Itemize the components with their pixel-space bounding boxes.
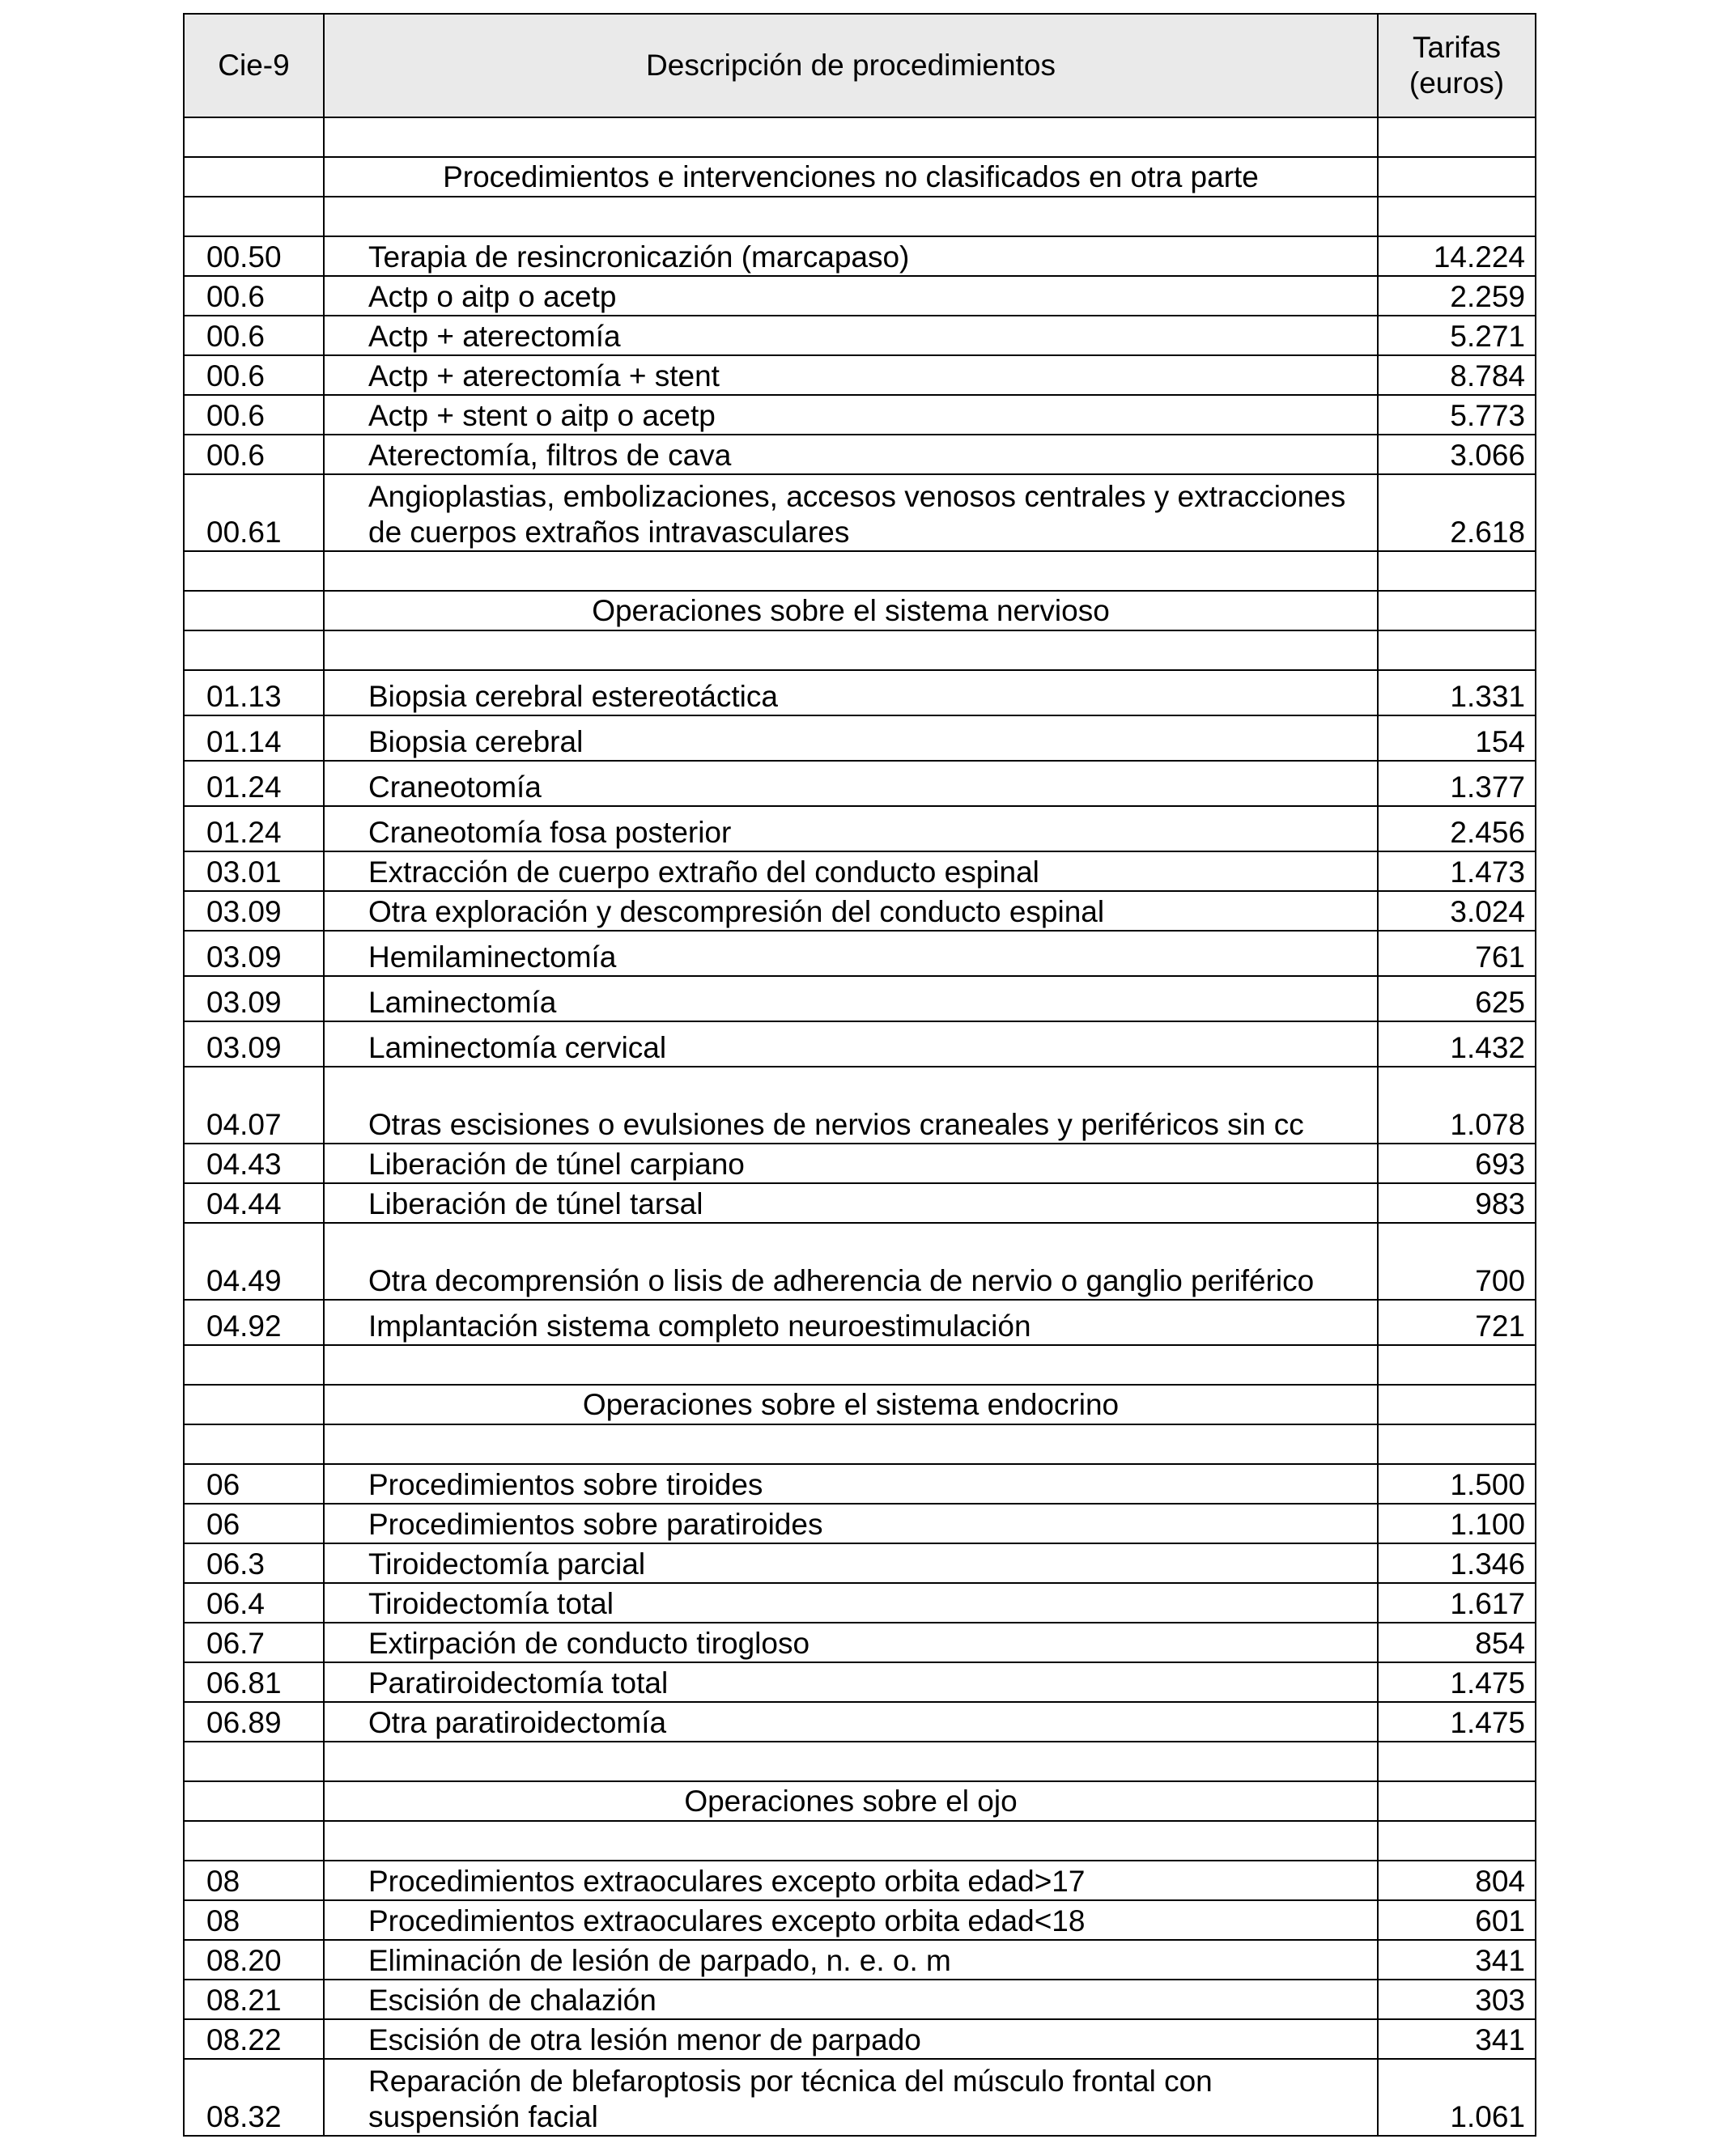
code-cell: 01.13 (184, 670, 324, 715)
empty-cell (1378, 157, 1536, 197)
table-row (184, 1861, 1536, 1900)
empty-cell (184, 1742, 324, 1781)
table-row (184, 1980, 1536, 2019)
spacer-row (184, 1742, 1536, 1781)
header-tariff-line2: (euros) (1409, 66, 1505, 100)
empty-cell (324, 1345, 1378, 1385)
table-row (184, 1702, 1536, 1742)
tariff-cell: 693 (1378, 1144, 1536, 1183)
table-row (184, 1183, 1536, 1223)
description-cell: Procedimientos extraoculares excepto orbita edad>17 (324, 1861, 1378, 1900)
description-cell: Terapia de resincronicazión (marcapaso) (324, 236, 1378, 276)
table-row (184, 806, 1536, 851)
section-title-row (184, 1385, 1536, 1424)
table-header-row (184, 14, 1536, 117)
description-cell: Actp o aitp o acetp (324, 276, 1378, 316)
code-cell: 06 (184, 1504, 324, 1543)
empty-cell (1378, 1385, 1536, 1424)
table-row (184, 1662, 1536, 1702)
empty-cell (1378, 630, 1536, 670)
empty-cell (1378, 1424, 1536, 1464)
tariff-cell: 804 (1378, 1861, 1536, 1900)
tariff-cell: 14.224 (1378, 236, 1536, 276)
code-cell: 03.01 (184, 851, 324, 891)
description-cell: Implantación sistema completo neuroestimulación (324, 1300, 1378, 1345)
description-cell: Angioplastias, embolizaciones, accesos venosos centrales y extracciones de cuerpos extraños intravasculares (324, 474, 1378, 551)
tariff-cell: 1.500 (1378, 1464, 1536, 1504)
table-row (184, 236, 1536, 276)
tariff-cell: 3.024 (1378, 891, 1536, 931)
table-row (184, 276, 1536, 316)
code-cell: 06.7 (184, 1623, 324, 1662)
table-row (184, 1623, 1536, 1662)
table-row (184, 1144, 1536, 1183)
table-row (184, 715, 1536, 761)
code-cell: 01.14 (184, 715, 324, 761)
description-cell: Craneotomía (324, 761, 1378, 806)
description-cell: Craneotomía fosa posterior (324, 806, 1378, 851)
code-cell: 04.07 (184, 1067, 324, 1144)
table-row (184, 1504, 1536, 1543)
spacer-row (184, 197, 1536, 236)
empty-cell (184, 117, 324, 157)
table-row (184, 761, 1536, 806)
tariff-cell: 2.618 (1378, 474, 1536, 551)
empty-cell (1378, 591, 1536, 630)
code-cell: 06 (184, 1464, 324, 1504)
code-cell: 01.24 (184, 761, 324, 806)
empty-cell (184, 157, 324, 197)
section-title: Operaciones sobre el sistema endocrino (324, 1385, 1378, 1424)
table-row (184, 1583, 1536, 1623)
tariff-cell: 341 (1378, 1940, 1536, 1980)
tariff-cell: 5.271 (1378, 316, 1536, 355)
code-cell: 03.09 (184, 976, 324, 1021)
table-row (184, 931, 1536, 976)
description-cell: Otra decomprensión o lisis de adherencia de nervio o ganglio periférico (324, 1223, 1378, 1300)
tariff-cell: 1.475 (1378, 1662, 1536, 1702)
description-cell: Paratiroidectomía total (324, 1662, 1378, 1702)
code-cell: 08 (184, 1900, 324, 1940)
code-cell: 04.44 (184, 1183, 324, 1223)
tariff-cell: 983 (1378, 1183, 1536, 1223)
table-row (184, 891, 1536, 931)
tariff-cell: 721 (1378, 1300, 1536, 1345)
table-row (184, 670, 1536, 715)
code-cell: 06.81 (184, 1662, 324, 1702)
tariff-cell: 1.078 (1378, 1067, 1536, 1144)
code-cell: 03.09 (184, 891, 324, 931)
description-cell: Otra exploración y descompresión del conducto espinal (324, 891, 1378, 931)
table-row (184, 316, 1536, 355)
empty-cell (184, 197, 324, 236)
empty-cell (184, 551, 324, 591)
tariff-cell: 3.066 (1378, 435, 1536, 474)
code-cell: 08 (184, 1861, 324, 1900)
spacer-row (184, 1821, 1536, 1861)
empty-cell (1378, 551, 1536, 591)
description-cell: Actp + stent o aitp o acetp (324, 395, 1378, 435)
code-cell: 04.43 (184, 1144, 324, 1183)
description-cell: Biopsia cerebral estereotáctica (324, 670, 1378, 715)
tariff-cell: 1.432 (1378, 1021, 1536, 1067)
code-cell: 04.49 (184, 1223, 324, 1300)
tariff-cell: 1.100 (1378, 1504, 1536, 1543)
table-row (184, 1464, 1536, 1504)
code-cell: 08.32 (184, 2059, 324, 2136)
tariff-cell: 625 (1378, 976, 1536, 1021)
tariff-table (183, 13, 1536, 2137)
empty-cell (184, 1385, 324, 1424)
description-cell: Actp + aterectomía + stent (324, 355, 1378, 395)
spacer-row (184, 117, 1536, 157)
table-row (184, 1223, 1536, 1300)
description-cell: Reparación de blefaroptosis por técnica del músculo frontal con suspensión facial (324, 2059, 1378, 2136)
table-row (184, 851, 1536, 891)
code-cell: 08.20 (184, 1940, 324, 1980)
table-row (184, 355, 1536, 395)
empty-cell (1378, 1781, 1536, 1821)
table-row (184, 2019, 1536, 2059)
description-cell: Extracción de cuerpo extraño del conducto espinal (324, 851, 1378, 891)
tariff-cell: 1.377 (1378, 761, 1536, 806)
tariff-cell: 1.473 (1378, 851, 1536, 891)
description-cell: Escisión de chalazión (324, 1980, 1378, 2019)
empty-cell (184, 1345, 324, 1385)
description-cell: Liberación de túnel carpiano (324, 1144, 1378, 1183)
table-row (184, 1300, 1536, 1345)
section-title-row (184, 591, 1536, 630)
tariff-cell: 1.346 (1378, 1543, 1536, 1583)
tariff-cell: 854 (1378, 1623, 1536, 1662)
header-tariff (1378, 14, 1536, 117)
table-row (184, 1900, 1536, 1940)
code-cell: 03.09 (184, 931, 324, 976)
spacer-row (184, 1345, 1536, 1385)
tariff-cell: 2.259 (1378, 276, 1536, 316)
empty-cell (324, 197, 1378, 236)
description-cell: Procedimientos extraoculares excepto orbita edad<18 (324, 1900, 1378, 1940)
code-cell: 06.89 (184, 1702, 324, 1742)
description-cell: Procedimientos sobre paratiroides (324, 1504, 1378, 1543)
empty-cell (184, 1781, 324, 1821)
description-cell: Actp + aterectomía (324, 316, 1378, 355)
empty-cell (1378, 1345, 1536, 1385)
description-cell: Eliminación de lesión de parpado, n. e. o. m (324, 1940, 1378, 1980)
empty-cell (184, 1821, 324, 1861)
tariff-cell: 1.475 (1378, 1702, 1536, 1742)
table-row (184, 2059, 1536, 2136)
tariff-cell: 1.331 (1378, 670, 1536, 715)
code-cell: 06.3 (184, 1543, 324, 1583)
code-cell: 04.92 (184, 1300, 324, 1345)
empty-cell (184, 591, 324, 630)
code-cell: 00.6 (184, 316, 324, 355)
table-body (184, 117, 1536, 2136)
code-cell: 08.22 (184, 2019, 324, 2059)
tariff-cell: 1.061 (1378, 2059, 1536, 2136)
description-cell: Liberación de túnel tarsal (324, 1183, 1378, 1223)
empty-cell (1378, 117, 1536, 157)
code-cell: 03.09 (184, 1021, 324, 1067)
tariff-cell: 5.773 (1378, 395, 1536, 435)
tariff-cell: 341 (1378, 2019, 1536, 2059)
description-cell: Procedimientos sobre tiroides (324, 1464, 1378, 1504)
empty-cell (324, 1742, 1378, 1781)
spacer-row (184, 630, 1536, 670)
code-cell: 00.6 (184, 395, 324, 435)
description-cell: Tiroidectomía total (324, 1583, 1378, 1623)
table-row (184, 976, 1536, 1021)
empty-cell (324, 630, 1378, 670)
description-cell: Extirpación de conducto tirogloso (324, 1623, 1378, 1662)
tariff-cell: 154 (1378, 715, 1536, 761)
header-tariff-line1: Tarifas (1413, 31, 1501, 64)
section-title-row (184, 157, 1536, 197)
description-cell: Biopsia cerebral (324, 715, 1378, 761)
table-row (184, 1067, 1536, 1144)
tariff-cell: 601 (1378, 1900, 1536, 1940)
description-cell: Hemilaminectomía (324, 931, 1378, 976)
description-cell: Laminectomía cervical (324, 1021, 1378, 1067)
tariff-cell: 8.784 (1378, 355, 1536, 395)
empty-cell (324, 1821, 1378, 1861)
tariff-cell: 303 (1378, 1980, 1536, 2019)
description-cell: Aterectomía, filtros de cava (324, 435, 1378, 474)
empty-cell (324, 551, 1378, 591)
code-cell: 06.4 (184, 1583, 324, 1623)
code-cell: 00.61 (184, 474, 324, 551)
table-row (184, 1543, 1536, 1583)
empty-cell (184, 630, 324, 670)
table-row (184, 395, 1536, 435)
tariff-cell: 2.456 (1378, 806, 1536, 851)
empty-cell (324, 117, 1378, 157)
empty-cell (1378, 1742, 1536, 1781)
header-description: Descripción de procedimientos (324, 14, 1378, 117)
table-row (184, 1021, 1536, 1067)
spacer-row (184, 551, 1536, 591)
empty-cell (324, 1424, 1378, 1464)
section-title-row (184, 1781, 1536, 1821)
code-cell: 00.6 (184, 355, 324, 395)
code-cell: 00.50 (184, 236, 324, 276)
description-cell: Otras escisiones o evulsiones de nervios craneales y periféricos sin cc (324, 1067, 1378, 1144)
table-row (184, 474, 1536, 551)
description-cell: Tiroidectomía parcial (324, 1543, 1378, 1583)
code-cell: 08.21 (184, 1980, 324, 2019)
code-cell: 00.6 (184, 435, 324, 474)
empty-cell (1378, 197, 1536, 236)
description-cell: Otra paratiroidectomía (324, 1702, 1378, 1742)
table-row (184, 435, 1536, 474)
empty-cell (184, 1424, 324, 1464)
section-title: Operaciones sobre el ojo (324, 1781, 1378, 1821)
empty-cell (1378, 1821, 1536, 1861)
tariff-cell: 1.617 (1378, 1583, 1536, 1623)
description-cell: Laminectomía (324, 976, 1378, 1021)
section-title: Operaciones sobre el sistema nervioso (324, 591, 1378, 630)
tariff-cell: 761 (1378, 931, 1536, 976)
code-cell: 00.6 (184, 276, 324, 316)
table-row (184, 1940, 1536, 1980)
code-cell: 01.24 (184, 806, 324, 851)
section-title: Procedimientos e intervenciones no clasificados en otra parte (324, 157, 1378, 197)
spacer-row (184, 1424, 1536, 1464)
tariff-cell: 700 (1378, 1223, 1536, 1300)
description-cell: Escisión de otra lesión menor de parpado (324, 2019, 1378, 2059)
header-code: Cie-9 (184, 14, 324, 117)
